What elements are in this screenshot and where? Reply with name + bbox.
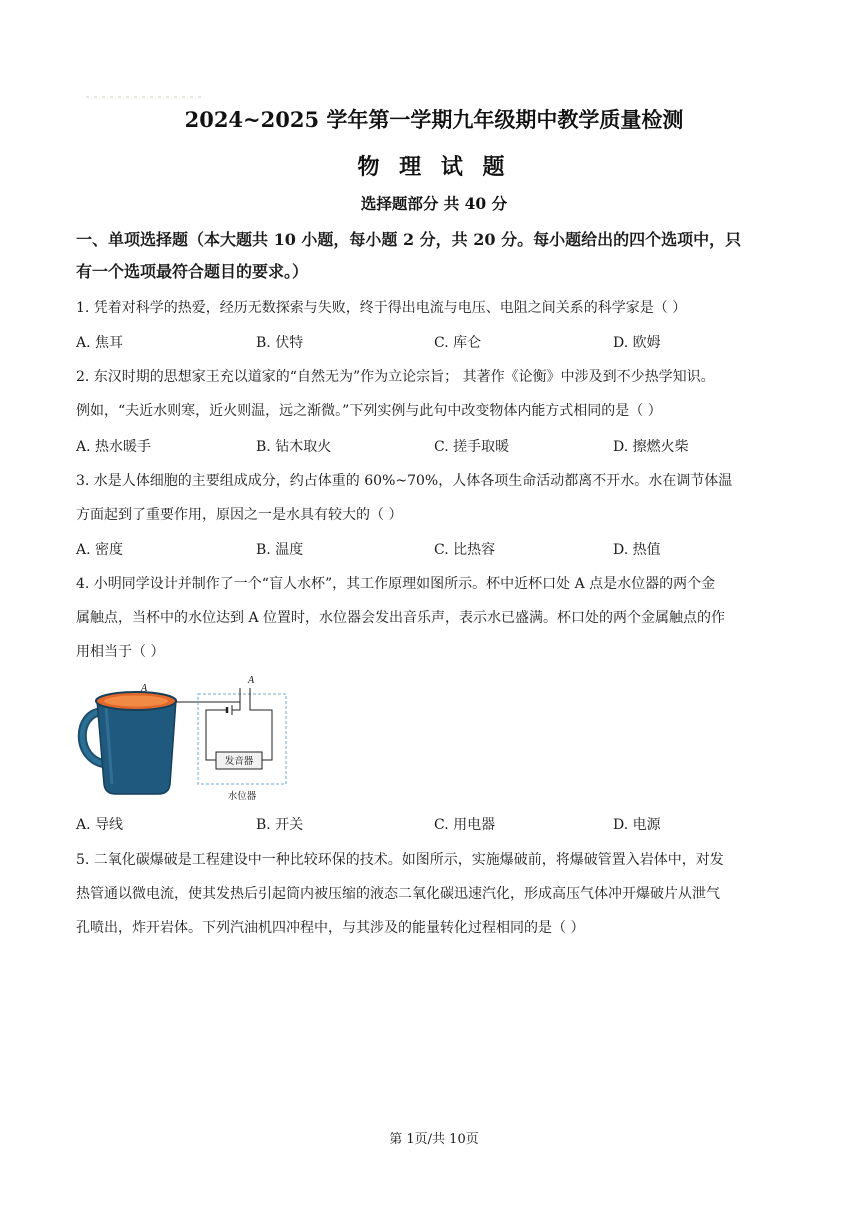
option-d: D. 欧姆	[613, 335, 661, 351]
question-4-text-line-2: 属触点，当杯中的水位达到 A 位置时，水位器会发出音乐声，表示水已盛满。杯口处的两个金属触点的作	[76, 610, 726, 626]
question-4-text-line-3: 用相当于（ ）	[76, 644, 165, 660]
option-d: D. 电源	[613, 817, 661, 833]
sounder-label: 发音器	[224, 756, 254, 767]
section-instructions-line-2: 有一个选项最符合题目的要求。）	[76, 262, 309, 281]
question-1-options	[76, 332, 796, 352]
option-a: A. 热水暖手	[76, 439, 152, 455]
option-a: A. 焦耳	[76, 335, 124, 351]
question-3-text-line-1: 3. 水是人体细胞的主要组成成分，约占体重的 60%~70%，人体各项生命活动都离不开水。水在调节体温	[76, 473, 733, 489]
option-b: B. 钻木取火	[256, 439, 332, 455]
question-3-options	[76, 539, 796, 559]
water-level-device-box	[198, 694, 286, 784]
page-footer: 第 1页/共 10页	[389, 1132, 479, 1147]
water-cup-circuit-figure	[72, 672, 302, 806]
question-5-text-line-2: 热管通以微电流，使其发热后引起筒内被压缩的液态二氧化碳迅速汽化，形成高压气体冲开爆破片从泄气	[76, 886, 720, 902]
option-c: C. 用电器	[434, 817, 496, 833]
part-heading: 选择题部分 共 40 分	[360, 194, 508, 213]
section-instructions-line-1: 一、单项选择题（本大题共 10 小题，每小题 2 分，共 20 分。每小题给出的四个选项中，只	[76, 230, 742, 249]
question-1-text: 1. 凭着对科学的热爱，经历无数探索与失败，终于得出电流与电压、电阻之间关系的科学家是（ ）	[76, 300, 687, 316]
scan-artifact	[86, 84, 206, 88]
option-b: B. 开关	[256, 817, 304, 833]
question-5-text-line-1: 5. 二氧化碳爆破是工程建设中一种比较环保的技术。如图所示，实施爆破前，将爆破管置入岩体中，对发	[76, 852, 724, 868]
option-c: C. 库仑	[434, 335, 482, 351]
option-d: D. 热值	[613, 542, 661, 558]
option-a: A. 导线	[76, 817, 124, 833]
option-b: B. 温度	[256, 542, 304, 558]
option-d: D. 擦燃火柴	[613, 439, 689, 455]
option-c: C. 比热容	[434, 542, 496, 558]
exam-title: 2024~2025 学年第一学期九年级期中教学质量检测	[184, 107, 684, 132]
question-4-options	[76, 814, 796, 834]
question-2-text-line-2: 例如，“夫近水则寒，近火则温，远之渐微。”下列实例与此句中改变物体内能方式相同的是（ ）	[76, 403, 662, 419]
option-b: B. 伏特	[256, 335, 304, 351]
circuit-point-a-label: A	[248, 675, 255, 686]
device-caption: 水位器	[227, 791, 257, 802]
cup-point-a-label: A	[141, 683, 148, 694]
question-3-text-line-2: 方面起到了重要作用，原因之一是水具有较大的（ ）	[76, 507, 403, 523]
option-c: C. 搓手取暖	[434, 439, 510, 455]
option-a: A. 密度	[76, 542, 124, 558]
subject-title: 物 理 试 题	[357, 154, 511, 180]
question-2-options	[76, 436, 796, 456]
question-2-text-line-1: 2. 东汉时期的思想家王充以道家的“自然无为”作为立论宗旨； 其著作《论衡》中涉及到不少热学知识。	[76, 369, 715, 385]
question-4-text-line-1: 4. 小明同学设计并制作了一个“盲人水杯”，其工作原理如图所示。杯中近杯口处 A 点是水位器的两个金	[76, 576, 716, 592]
question-5-text-line-3: 孔喷出，炸开岩体。下列汽油机四冲程中，与其涉及的能量转化过程相同的是（ ）	[76, 920, 585, 936]
